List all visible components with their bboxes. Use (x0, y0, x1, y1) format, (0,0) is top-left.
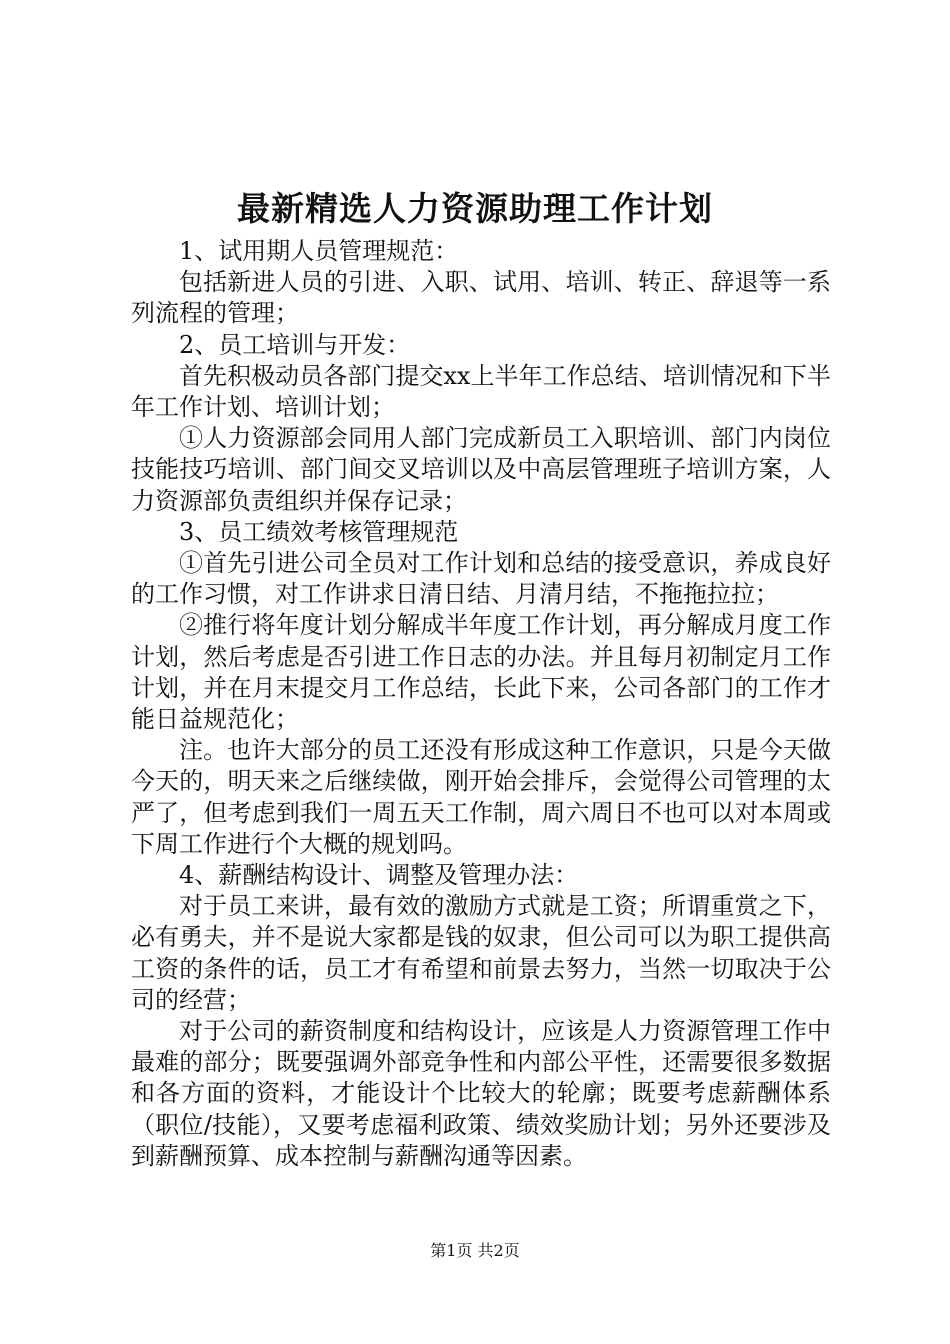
paragraph: 对于员工来讲，最有效的激励方式就是工资；所谓重赏之下，必有勇夫，并不是说大家都是钱的奴隶，但公司可以为职工提供高工资的条件的话，员工才有希望和前景去努力，当然一切取决于公司的经营； (131, 892, 831, 1014)
paragraph: ①人力资源部会同用人部门完成新员工入职培训、部门内岗位技能技巧培训、部门间交叉培训以及中高层管理班子培训方案，人力资源部负责组织并保存记录； (131, 424, 831, 515)
document-title: 最新精选人力资源助理工作计划 (237, 189, 713, 228)
paragraph: 注。也许大部分的员工还没有形成这种工作意识，只是今天做今天的，明天来之后继续做，刚开始会排斥，会觉得公司管理的太严了，但考虑到我们一周五天工作制，周六周日不也可以对本周或下周工作进行个大概的规划吗。 (131, 736, 831, 858)
paragraph: 3、员工绩效考核管理规范 (179, 517, 459, 546)
paragraph: 对于公司的薪资制度和结构设计，应该是人力资源管理工作中最难的部分；既要强调外部竞争性和内部公平性，还需要很多数据和各方面的资料，才能设计个比较大的轮廓；既要考虑薪酬体系（职位/技能），又要考虑福利政策、绩效奖励计划；另外还要涉及到薪酬预算、成本控制与薪酬沟通等因素。 (131, 1017, 831, 1170)
paragraph: 包括新进人员的引进、入职、试用、培训、转正、辞退等一系列流程的管理； (131, 268, 831, 328)
paragraph: 1、试用期人员管理规范： (179, 237, 459, 265)
paragraph: 2、员工培训与开发： (179, 330, 411, 359)
page-number-footer: 第1页 共2页 (430, 1241, 520, 1260)
document-body (131, 236, 831, 1172)
paragraph: ①首先引进公司全员对工作计划和总结的接受意识，养成良好的工作习惯，对工作讲求日清日结、月清月结，不拖拖拉拉； (131, 549, 831, 609)
paragraph: 首先积极动员各部门提交xx上半年工作总结、培训情况和下半年工作计划、培训计划； (131, 361, 831, 422)
paragraph: ②推行将年度计划分解成半年度工作计划，再分解成月度工作计划，然后考虑是否引进工作日志的办法。并且每月初制定月工作计划，并在月末提交月工作总结，长此下来，公司各部门的工作才能日益规范化； (131, 611, 831, 734)
paragraph: 4、薪酬结构设计、调整及管理办法： (179, 861, 579, 890)
